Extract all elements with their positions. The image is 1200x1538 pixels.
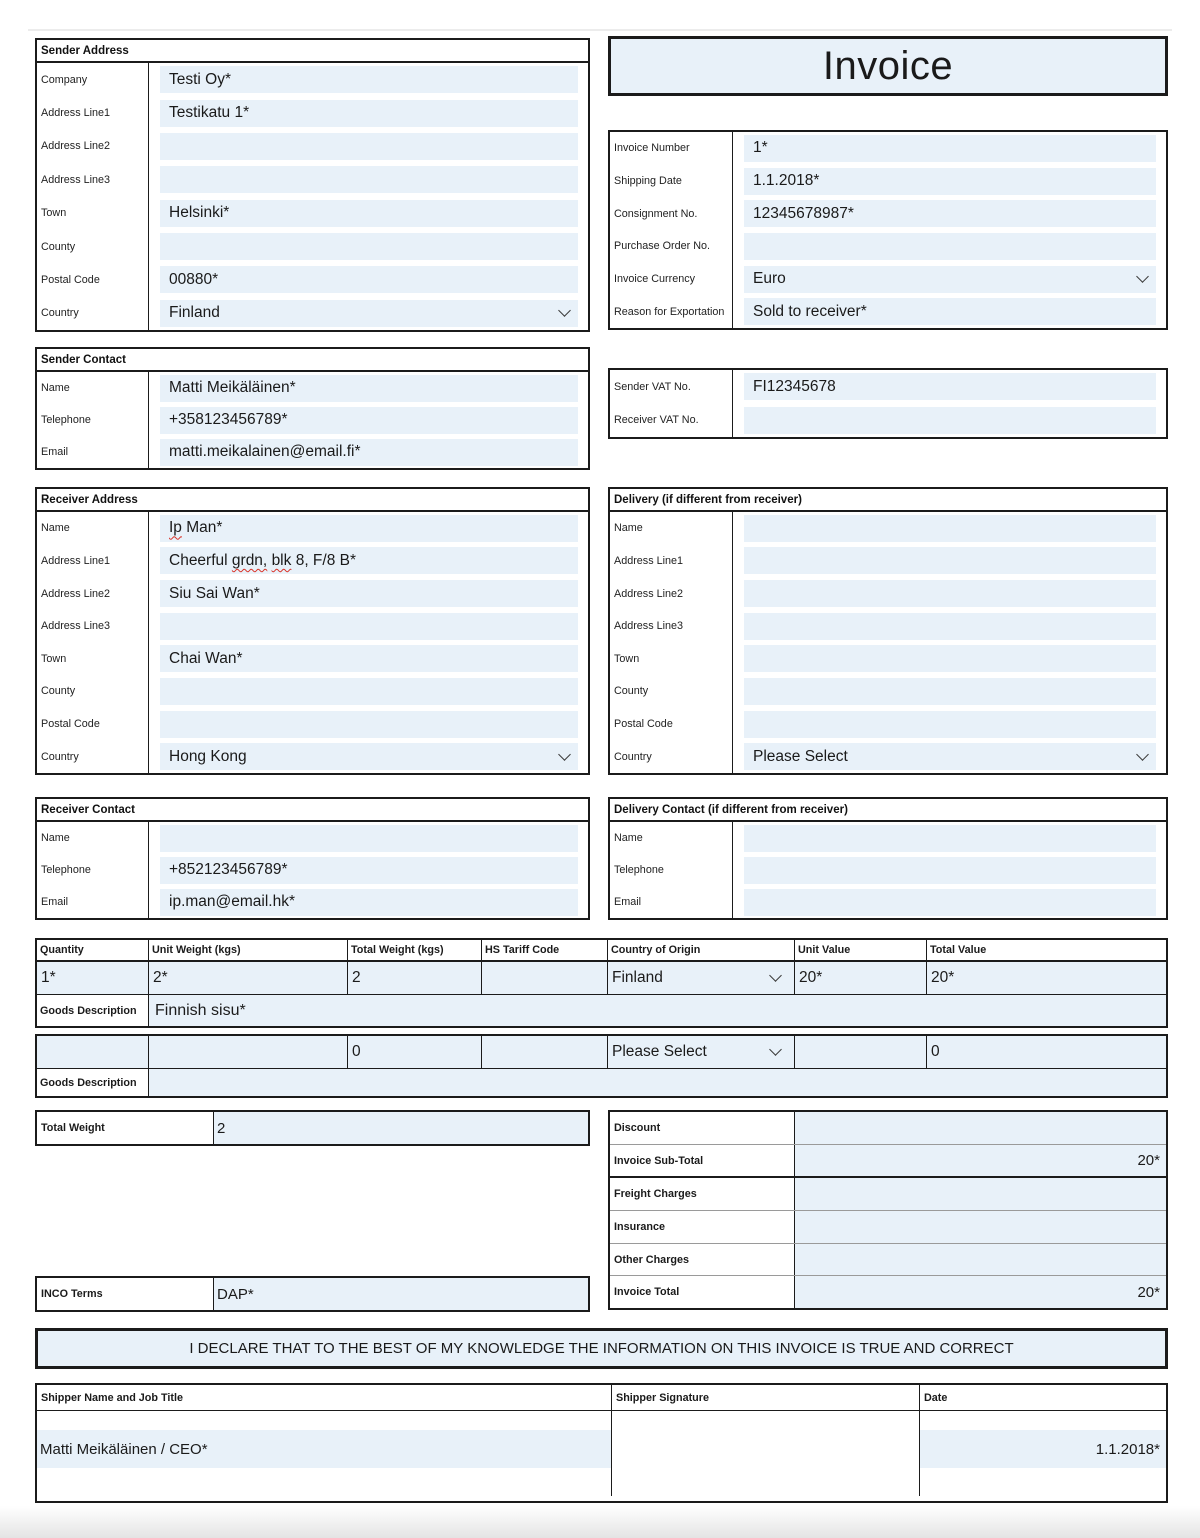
shipper-signature-header: Shipper Signature: [612, 1385, 920, 1410]
total-weight-cell: 0: [348, 1036, 482, 1068]
address-line1-label: Address Line1: [37, 545, 149, 578]
receiver-address-line2-input[interactable]: Siu Sai Wan*: [160, 580, 578, 607]
address-line2-label: Address Line2: [37, 130, 149, 163]
delivery-county-input[interactable]: [744, 678, 1156, 705]
field-row: [37, 130, 588, 163]
country-of-origin-select[interactable]: [608, 962, 795, 994]
receiver-email-input[interactable]: ip.man@email.hk*: [160, 889, 578, 916]
town-label: Town: [37, 643, 149, 676]
address-line2-label: Address Line2: [37, 577, 149, 610]
shipper-signature-cell[interactable]: [612, 1411, 920, 1496]
field-row: [37, 643, 588, 676]
totals-row: [610, 1243, 1166, 1276]
selected-currency: Euro: [753, 270, 786, 288]
chevron-down-icon: [769, 969, 782, 982]
shipper-name-input[interactable]: Matti Meikäläinen / CEO*: [37, 1430, 611, 1468]
field-row: [610, 404, 1166, 438]
date-cell: [920, 1411, 1166, 1496]
consignment-no-input[interactable]: 12345678987*: [744, 200, 1156, 227]
field-row: [610, 263, 1166, 296]
purchase-order-no-label: Purchase Order No.: [610, 230, 733, 263]
sender-country-select[interactable]: [160, 300, 578, 327]
delivery-contact-section: [608, 797, 1168, 920]
total-weight-value: 2: [214, 1112, 588, 1144]
goods-description-row: [37, 1069, 1166, 1096]
address-line1-label: Address Line1: [37, 96, 149, 129]
address-line3-label: Address Line3: [610, 610, 733, 643]
total-value-cell: 20*: [927, 962, 1166, 994]
receiver-contact-name-input[interactable]: [160, 825, 578, 852]
total-value-header: Total Value: [930, 944, 987, 956]
insurance-label: Insurance: [610, 1211, 795, 1243]
field-row: [610, 708, 1166, 741]
field-row: [610, 197, 1166, 230]
total-weight-label: Total Weight: [37, 1112, 214, 1144]
goods-row: [37, 962, 1166, 995]
totals-section: [608, 1110, 1168, 1310]
field-row: [610, 854, 1166, 886]
postal-code-label: Postal Code: [37, 708, 149, 741]
town-label: Town: [37, 197, 149, 230]
receiver-country-select[interactable]: [160, 743, 578, 770]
postal-code-input[interactable]: 00880*: [160, 266, 578, 293]
name-label: Name: [37, 372, 149, 404]
receiver-vat-label: Receiver VAT No.: [610, 404, 733, 438]
telephone-label: Telephone: [37, 404, 149, 436]
field-row: [37, 545, 588, 578]
delivery-town-input[interactable]: [744, 645, 1156, 672]
field-row: [610, 577, 1166, 610]
postal-code-label: Postal Code: [610, 708, 733, 741]
consignment-no-label: Consignment No.: [610, 197, 733, 230]
invoice-number-label: Invoice Number: [610, 132, 733, 165]
discount-label: Discount: [610, 1112, 795, 1144]
field-row: [610, 545, 1166, 578]
address-line3-label: Address Line3: [37, 163, 149, 196]
email-label: Email: [37, 886, 149, 918]
inco-terms-label: INCO Terms: [37, 1278, 214, 1310]
telephone-label: Telephone: [37, 854, 149, 886]
receiver-address-line1-input[interactable]: Cheerful grdn, blk 8, F/8 B*: [160, 547, 578, 574]
goods-description-input[interactable]: Finnish sisu*: [149, 995, 1166, 1026]
country-label: Country: [37, 297, 149, 330]
goods-row: [37, 1036, 1166, 1069]
field-row: [610, 230, 1166, 263]
vat-section: [608, 368, 1168, 439]
receiver-address-title: Receiver Address: [37, 489, 588, 512]
unit-value-input[interactable]: 20*: [795, 962, 927, 994]
page-top-edge: [28, 29, 1172, 31]
county-label: County: [37, 230, 149, 263]
inco-terms-box: [35, 1276, 590, 1312]
chevron-down-icon: [558, 748, 571, 761]
field-row: [610, 643, 1166, 676]
signature-section: [35, 1383, 1168, 1503]
total-value-cell: 0: [927, 1036, 1166, 1068]
delivery-contact-title: Delivery Contact (if different from receiver): [610, 799, 1166, 822]
address-line1-label: Address Line1: [610, 545, 733, 578]
chevron-down-icon: [558, 304, 571, 317]
hs-tariff-input[interactable]: [482, 1036, 608, 1068]
delivery-address-line1-input[interactable]: [744, 547, 1156, 574]
signature-header: [37, 1385, 1166, 1411]
field-row: [610, 886, 1166, 918]
field-row: [37, 263, 588, 296]
country-of-origin-header: Country of Origin: [608, 940, 795, 960]
receiver-town-input[interactable]: Chai Wan*: [160, 645, 578, 672]
receiver-vat-input[interactable]: [744, 407, 1156, 434]
delivery-country-select[interactable]: [744, 743, 1156, 770]
totals-row: [610, 1144, 1166, 1177]
freight-charges-input[interactable]: [795, 1178, 1166, 1210]
receiver-county-input[interactable]: [160, 678, 578, 705]
field-row: [610, 165, 1166, 198]
receiver-postal-code-input[interactable]: [160, 711, 578, 738]
county-label: County: [37, 675, 149, 708]
invoice-currency-label: Invoice Currency: [610, 263, 733, 296]
delivery-email-input[interactable]: [744, 889, 1156, 916]
receiver-address-line3-input[interactable]: [160, 613, 578, 640]
field-row: [37, 854, 588, 886]
purchase-order-no-input[interactable]: [744, 233, 1156, 260]
quantity-input[interactable]: 1*: [37, 962, 149, 994]
field-row: [37, 512, 588, 545]
address-line3-input[interactable]: [160, 166, 578, 193]
field-row: [37, 404, 588, 436]
insurance-input[interactable]: [795, 1211, 1166, 1243]
invoice-subtotal-label: Invoice Sub-Total: [610, 1145, 795, 1177]
invoice-currency-select[interactable]: [744, 266, 1156, 293]
shipper-name-header: Shipper Name and Job Title: [37, 1385, 612, 1410]
address-line3-label: Address Line3: [37, 610, 149, 643]
invoice-details-section: [608, 130, 1168, 330]
postal-code-label: Postal Code: [37, 263, 149, 296]
field-row: [610, 610, 1166, 643]
company-label: Company: [37, 63, 149, 96]
field-row: [37, 436, 588, 468]
field-row: [37, 230, 588, 263]
selected-country: Finland: [612, 969, 663, 986]
field-row: [37, 372, 588, 404]
quantity-input[interactable]: [37, 1036, 149, 1068]
totals-row: [610, 1210, 1166, 1243]
other-charges-input[interactable]: [795, 1244, 1166, 1276]
goods-description-label: Goods Description: [37, 995, 149, 1026]
field-row: [610, 675, 1166, 708]
totals-row: [610, 1275, 1166, 1308]
hs-tariff-header: HS Tariff Code: [482, 940, 608, 960]
freight-charges-label: Freight Charges: [610, 1178, 795, 1210]
field-row: [610, 822, 1166, 854]
chevron-down-icon: [1136, 748, 1149, 761]
selected-country: Hong Kong: [169, 747, 247, 765]
country-of-origin-select[interactable]: [608, 1036, 795, 1068]
quantity-header: Quantity: [37, 940, 149, 960]
goods-description-row: [37, 995, 1166, 1026]
hs-tariff-input[interactable]: [482, 962, 608, 994]
receiver-name-input[interactable]: Ip Man*: [160, 515, 578, 542]
field-row: [37, 675, 588, 708]
sender-address-section: [35, 38, 590, 332]
selected-country: Please Select: [612, 1043, 707, 1060]
chevron-down-icon: [1136, 270, 1149, 283]
shipping-date-label: Shipping Date: [610, 165, 733, 198]
invoice-subtotal-value: 20*: [795, 1145, 1166, 1177]
field-row: [37, 822, 588, 854]
field-row: [37, 577, 588, 610]
field-row: [37, 610, 588, 643]
invoice-total-label: Invoice Total: [610, 1276, 795, 1308]
inco-terms-input[interactable]: DAP*: [214, 1278, 588, 1310]
town-label: Town: [610, 643, 733, 676]
goods-table-header: [37, 940, 1166, 962]
delivery-postal-code-input[interactable]: [744, 711, 1156, 738]
field-row: [610, 740, 1166, 773]
date-input[interactable]: 1.1.2018*: [920, 1430, 1166, 1468]
county-input[interactable]: [160, 233, 578, 260]
total-weight-header: Total Weight (kgs): [348, 940, 482, 960]
shipper-name-cell: [37, 1411, 612, 1496]
field-row: [37, 63, 588, 96]
delivery-telephone-input[interactable]: [744, 857, 1156, 884]
email-label: Email: [610, 886, 733, 918]
invoice-number-input[interactable]: 1*: [744, 135, 1156, 162]
address-line2-input[interactable]: [160, 133, 578, 160]
date-header: Date: [924, 1391, 948, 1404]
delivery-address-line2-input[interactable]: [744, 580, 1156, 607]
delivery-address-title: Delivery (if different from receiver): [610, 489, 1166, 512]
address-line1-input[interactable]: Testikatu 1*: [160, 100, 578, 127]
sender-vat-label: Sender VAT No.: [610, 370, 733, 404]
field-row: [37, 197, 588, 230]
address-line2-label: Address Line2: [610, 577, 733, 610]
receiver-address-section: [35, 487, 590, 775]
sender-email-input[interactable]: matti.meikalainen@email.fi*: [160, 439, 578, 466]
selected-country: Finland: [169, 304, 220, 322]
reason-for-exportation-label: Reason for Exportation: [610, 295, 733, 328]
other-charges-label: Other Charges: [610, 1244, 795, 1276]
totals-row: [610, 1112, 1166, 1144]
delivery-address-line3-input[interactable]: [744, 613, 1156, 640]
unit-weight-input[interactable]: 2*: [149, 962, 348, 994]
sender-telephone-input[interactable]: +358123456789*: [160, 407, 578, 434]
delivery-name-input[interactable]: [744, 515, 1156, 542]
email-label: Email: [37, 436, 149, 468]
telephone-label: Telephone: [610, 854, 733, 886]
sender-contact-title: Sender Contact: [37, 349, 588, 372]
totals-row: [610, 1176, 1166, 1210]
receiver-contact-title: Receiver Contact: [37, 799, 588, 822]
county-label: County: [610, 675, 733, 708]
sender-vat-input[interactable]: FI12345678: [744, 373, 1156, 400]
name-label: Name: [610, 512, 733, 545]
receiver-telephone-input[interactable]: +852123456789*: [160, 857, 578, 884]
country-label: Country: [37, 740, 149, 773]
sender-name-input[interactable]: Matti Meikäläinen*: [160, 375, 578, 402]
name-label: Name: [37, 512, 149, 545]
shipping-date-input[interactable]: 1.1.2018*: [744, 168, 1156, 195]
unit-value-input[interactable]: [795, 1036, 927, 1068]
receiver-contact-section: [35, 797, 590, 920]
unit-weight-input[interactable]: [149, 1036, 348, 1068]
country-label: Country: [610, 740, 733, 773]
goods-table-row2: [35, 1034, 1168, 1098]
goods-table: [35, 938, 1168, 1028]
chevron-down-icon: [769, 1043, 782, 1056]
field-row: [610, 512, 1166, 545]
misspelled-word: Ip: [169, 519, 182, 537]
delivery-address-section: [608, 487, 1168, 775]
discount-input[interactable]: [795, 1112, 1166, 1144]
total-weight-cell: 2: [348, 962, 482, 994]
name-label: Name: [37, 822, 149, 854]
misspelled-word: grdn,: [231, 551, 268, 569]
declaration-banner: I DECLARE THAT TO THE BEST OF MY KNOWLEDGE THE INFORMATION ON THIS INVOICE IS TRUE AND CORRECT: [35, 1328, 1168, 1369]
field-row: [610, 132, 1166, 165]
page-bottom-edge: [0, 1506, 1200, 1538]
invoice-title: Invoice: [608, 36, 1168, 96]
name-label: Name: [610, 822, 733, 854]
field-row: [610, 295, 1166, 328]
selected-country: Please Select: [753, 747, 848, 765]
field-row: [37, 886, 588, 918]
company-input[interactable]: Testi Oy*: [160, 66, 578, 93]
sender-contact-section: [35, 347, 590, 470]
unit-value-header: Unit Value: [795, 940, 927, 960]
field-row: [37, 96, 588, 129]
sender-address-title: Sender Address: [37, 40, 588, 63]
unit-weight-header: Unit Weight (kgs): [149, 940, 348, 960]
field-row: [37, 740, 588, 773]
total-weight-box: [35, 1110, 590, 1146]
town-input[interactable]: Helsinki*: [160, 200, 578, 227]
goods-description-input[interactable]: [149, 1069, 1166, 1096]
field-row: [610, 370, 1166, 404]
goods-description-label: Goods Description: [37, 1069, 149, 1096]
invoice-total-value: 20*: [795, 1276, 1166, 1308]
reason-for-exportation-input[interactable]: Sold to receiver*: [744, 298, 1156, 325]
field-row: [37, 708, 588, 741]
delivery-contact-name-input[interactable]: [744, 825, 1156, 852]
misspelled-word: blk: [271, 551, 292, 569]
field-row: [37, 163, 588, 196]
field-row: [37, 297, 588, 330]
